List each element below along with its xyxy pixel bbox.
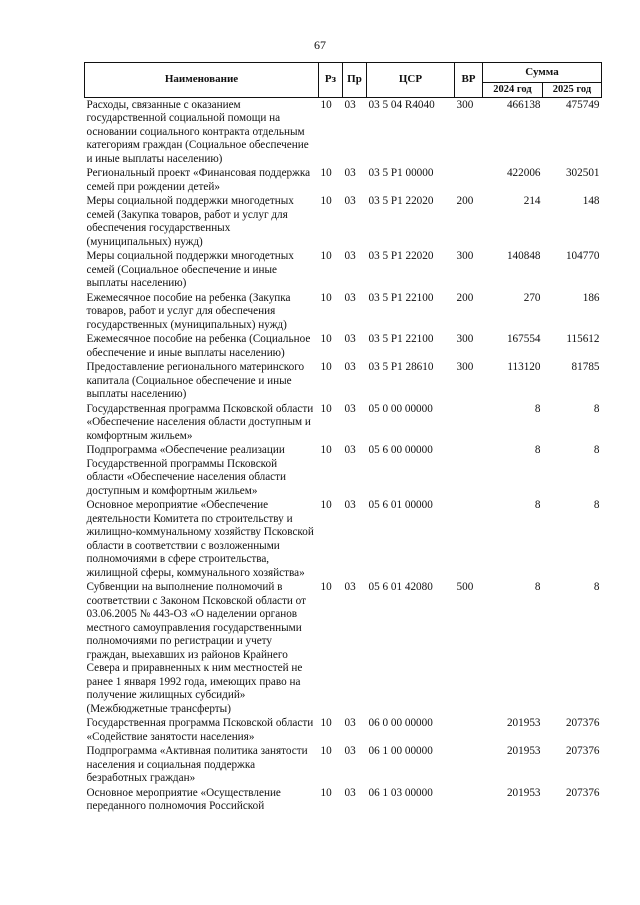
header-sum: Сумма (483, 63, 602, 83)
row-csr: 03 5 04 R4040 (368, 98, 435, 111)
row-rz: 10 (320, 444, 332, 456)
row-rz: 10 (320, 195, 332, 207)
table-row (85, 786, 602, 814)
row-vr (455, 786, 483, 814)
row-pr: 03 (344, 402, 356, 415)
row-sum-2024: 422006 (506, 167, 541, 179)
row-pr: 03 (344, 717, 356, 729)
row-pr: 03 (344, 745, 356, 757)
row-sum-2024: 8 (534, 581, 541, 593)
table-row (85, 744, 602, 786)
row-vr: 300 (456, 250, 474, 262)
row-csr: 05 6 01 00000 (368, 499, 433, 511)
row-csr: 05 6 00 00000 (368, 444, 433, 456)
table-row (85, 360, 602, 402)
row-vr: 300 (456, 361, 474, 373)
row-name: Государственная программа Псковской области «Содействие занятости населения» (86, 717, 314, 743)
row-sum-2025: 8 (593, 402, 600, 415)
row-sum-2025: 302501 (565, 167, 600, 179)
table-row (85, 249, 602, 291)
row-sum-2024: 201953 (506, 717, 541, 729)
row-name: Подпрограмма «Активная политика занятости населения и социальная поддержка безработных граждан» (86, 745, 308, 784)
header-rz: Рз (319, 63, 343, 98)
row-sum-2025: 8 (593, 499, 600, 511)
row-vr: 300 (456, 333, 474, 345)
row-sum-2024: 113120 (507, 361, 541, 373)
row-rz: 10 (320, 250, 332, 262)
row-csr: 03 5 Р1 00000 (368, 167, 434, 179)
row-sum-2024: 214 (523, 195, 541, 207)
row-name: Предоставление регионального материнского капитала (Социальное обеспечение и иные выплаты населению) (86, 361, 305, 400)
row-sum-2025: 207376 (565, 786, 600, 799)
row-csr: 03 5 Р1 22020 (368, 250, 434, 262)
header-name: Наименование (85, 63, 319, 98)
row-pr: 03 (344, 250, 356, 262)
row-name: Основное мероприятие «Осуществление переданного полномочия Российской (86, 786, 281, 812)
table-row (85, 97, 602, 166)
header-year-2025: 2025 год (543, 83, 602, 98)
header-csr: ЦСР (367, 63, 455, 98)
row-rz: 10 (320, 402, 332, 415)
row-sum-2024: 201953 (506, 786, 541, 799)
row-name: Меры социальной поддержки многодетных семей (Закупка товаров, работ и услуг для обеспечения государственных (муниципальных) нужд) (86, 195, 294, 248)
row-rz: 10 (320, 167, 332, 179)
row-csr: 06 0 00 00000 (368, 717, 433, 729)
row-csr: 06 1 03 00000 (368, 786, 433, 799)
row-pr: 03 (344, 98, 356, 111)
row-csr: 03 5 Р1 22100 (368, 291, 434, 304)
row-pr: 03 (344, 195, 356, 207)
table-row (85, 166, 602, 194)
table-row (85, 332, 602, 360)
row-pr: 03 (344, 581, 356, 593)
row-sum-2025: 115612 (566, 333, 600, 345)
table-row (85, 291, 602, 333)
row-name: Основное мероприятие «Обеспечение деятельности Комитета по строительству и жилищно-коммунальному хозяйству Псковской области в соответствии с возложенными полномочиями в сфере строительства, жилищной сферы, коммунального хозяйства» (86, 499, 314, 579)
row-sum-2024: 466138 (506, 98, 541, 111)
row-csr: 03 5 Р1 22100 (368, 333, 434, 345)
row-pr: 03 (344, 444, 356, 456)
row-rz: 10 (320, 745, 332, 757)
table-header (85, 63, 602, 98)
row-csr: 05 6 01 42080 (368, 581, 433, 593)
row-pr: 03 (344, 361, 356, 373)
row-sum-2025: 104770 (565, 250, 600, 262)
table-row (85, 498, 602, 580)
row-name: Подпрограмма «Обеспечение реализации Государственной программы Псковской области «Обеспечение населения области доступным и комфортным жильем» (86, 444, 287, 497)
row-sum-2024: 201953 (506, 745, 541, 757)
row-vr: 200 (456, 291, 474, 304)
row-sum-2025: 207376 (565, 745, 600, 757)
row-sum-2025: 148 (582, 195, 600, 207)
row-pr: 03 (344, 333, 356, 345)
budget-table (84, 62, 602, 814)
row-sum-2024: 8 (534, 444, 541, 456)
row-name: Субвенции на выполнение полномочий в соответствии с Законом Псковской области от 03.06.2005 № 443-ОЗ «О наделении органов местного самоуправления государственными полномочиями по регистрации и учету граждан, выехавших из районов Крайнего Севера и приравненных к ним местностей не ранее 1 января 1992 года, имеющих право на получение жилищных субсидий» (Межбюджетные трансферты) (86, 581, 307, 715)
row-rz: 10 (320, 361, 332, 373)
row-pr: 03 (344, 786, 356, 799)
row-vr: 500 (456, 581, 474, 593)
row-sum-2025: 8 (593, 444, 600, 456)
row-name: Ежемесячное пособие на ребенка (Социальное обеспечение и иные выплаты населению) (86, 333, 311, 359)
row-rz: 10 (320, 717, 332, 729)
row-rz: 10 (320, 98, 332, 111)
row-rz: 10 (320, 786, 332, 799)
row-rz: 10 (320, 291, 332, 304)
row-vr (455, 716, 483, 744)
row-vr (455, 498, 483, 580)
table-body (85, 97, 602, 814)
row-pr: 03 (344, 291, 356, 304)
row-rz: 10 (320, 333, 332, 345)
table-row (85, 580, 602, 716)
row-rz: 10 (320, 499, 332, 511)
row-sum-2024: 270 (523, 291, 541, 304)
row-name: Государственная программа Псковской области «Обеспечение населения области доступным и комфортным жильем» (86, 402, 314, 442)
row-sum-2024: 8 (534, 499, 541, 511)
row-vr (455, 166, 483, 194)
row-sum-2024: 167554 (506, 333, 541, 345)
row-csr: 03 5 Р1 28610 (368, 361, 434, 373)
row-sum-2025: 8 (593, 581, 600, 593)
row-vr: 300 (456, 98, 474, 111)
row-sum-2024: 140848 (506, 250, 541, 262)
header-pr: Пр (343, 63, 367, 98)
row-csr: 06 1 00 00000 (368, 745, 433, 757)
table-row (85, 443, 602, 498)
page-number: 67 (314, 38, 326, 52)
header-vr: ВР (455, 63, 483, 98)
row-name: Ежемесячное пособие на ребенка (Закупка товаров, работ и услуг для обеспечения государственных (муниципальных) нужд) (86, 291, 291, 331)
row-vr: 200 (456, 195, 474, 207)
row-pr: 03 (344, 167, 356, 179)
row-vr (455, 443, 483, 498)
row-sum-2025: 207376 (565, 717, 600, 729)
table-row (85, 402, 602, 444)
row-name: Расходы, связанные с оказанием государственной социальной помощи на основании социального контракта отдельным категориям граждан (Социальное обеспечение и иные выплаты населению) (86, 98, 309, 165)
row-csr: 05 0 00 00000 (368, 402, 433, 415)
row-vr (455, 744, 483, 786)
row-pr: 03 (344, 499, 356, 511)
row-rz: 10 (320, 581, 332, 593)
row-csr: 03 5 Р1 22020 (368, 195, 434, 207)
table-row (85, 716, 602, 744)
row-sum-2025: 81785 (571, 361, 600, 373)
row-vr (455, 402, 483, 444)
row-name: Региональный проект «Финансовая поддержка семей при рождении детей» (86, 167, 311, 193)
row-sum-2024: 8 (534, 402, 541, 415)
row-name: Меры социальной поддержки многодетных семей (Социальное обеспечение и иные выплаты населению) (86, 250, 294, 289)
row-sum-2025: 475749 (565, 98, 600, 111)
row-sum-2025: 186 (582, 291, 600, 304)
table-row (85, 194, 602, 249)
header-year-2024: 2024 год (483, 83, 543, 98)
